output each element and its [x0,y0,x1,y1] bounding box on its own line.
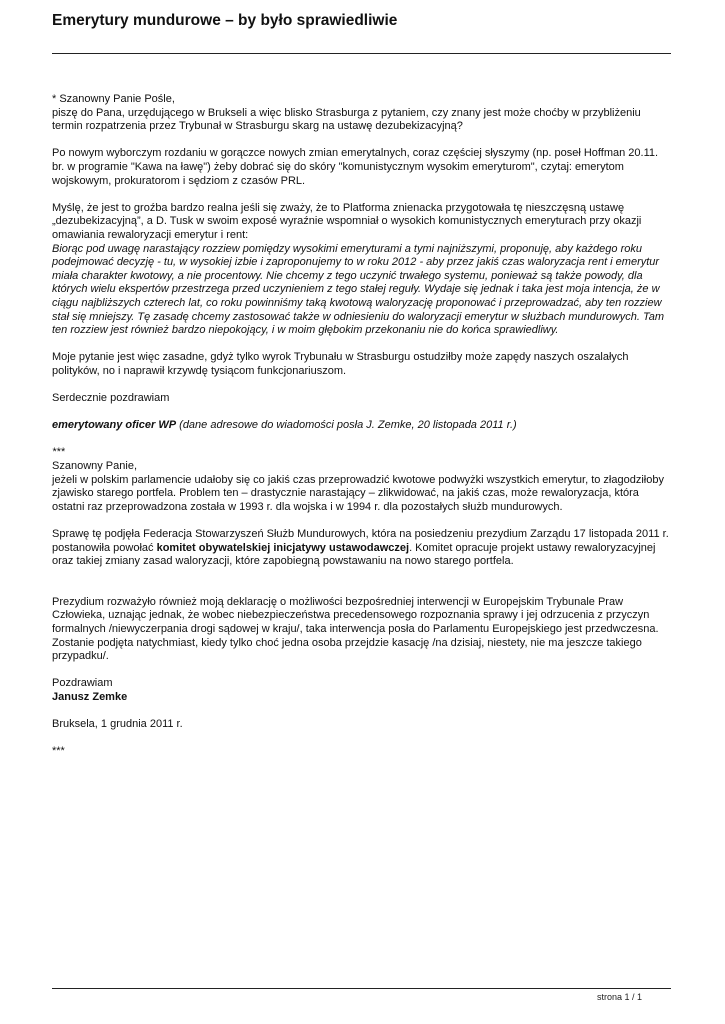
letter2-paragraph-2-text-a: Sprawę tę podjęła Federacja Stowarzyszeń Służb Mundurowych, która na posiedzeniu prezydium Zarządu 17 listopada 2011 r. postanowiła powołać [52,528,669,554]
letter1-signature-note: (dane adresowe do wiadomości posła J. Zemke, 20 listopada 2011 r.) [176,419,517,432]
letter2-paragraph-2 [52,528,672,569]
letter1-closing: Serdecznie pozdrawiam [52,392,170,405]
section-separator: *** [52,446,65,459]
letter2-paragraph-3: Prezydium rozważyło również moją deklarację o możliwości bezpośredniej interwencji w Europejskim Trybunale Praw Człowieka, uznając jednak, że wobec niebezpieczeństwa precedensowego rozpoznania sprawy i jej odrzucenia z przyczyn formalnych /niewyczerpania drogi sądowej w kraju/, taka interwencja posła do Parlamentu Europejskiego jest przedwczesna. Zostanie podjęta natychmiast, kiedy tylko choć jedna osoba przejdzie kasację /na dzisiaj, niestety, nie ma jeszcze takiego przypadku/. [52,595,659,663]
page-title: Emerytury mundurowe – by było sprawiedliwie [52,12,398,29]
letter2-signature [52,691,672,705]
letter1-paragraph-4: Moje pytanie jest więc zasadne, gdyż tylko wyrok Trybunału w Strasburgu ostudziłby może zapędy naszych oszalałych polityków, no i naprawił krzywdę tysiącom funkcjonariuszom. [52,351,629,377]
letter1-signature-author: emerytowany oficer WP [52,419,177,432]
letter2-paragraph-2-text-b: . Komitet opracuje projekt ustawy rewaloryzacyjnej oraz takiej zmiany zasad waloryzacji, które zapobiegną powstawaniu na nowo starego portfela. [52,541,656,568]
letter1-paragraph-2: Po nowym wyborczym rozdaniu w gorączce nowych zmian emerytalnych, coraz częściej słyszymy (np. poseł Hoffman 20.11. br. w programie "Kawa na ławę") żeby dobrać się do skóry "komunistycznym wysokim emeryturom", czytaj: emerytom wojskowym, prokuratorom i sędziom z czasów PRL. [52,147,659,187]
header-divider [52,53,671,54]
letter1-paragraph-3-text: Myślę, że jest to groźba bardzo realna jeśli się zważy, że to Platforma znienacka przygotowała tę nieszczęsną ustawę „dezubekizacyjną”, a D. Tusk w swoim exposé wyraźnie wspomniał o wysokich komunistycznych emeryturach przy okazji omawiania rewaloryzacji emerytur i rent: [52,201,642,241]
letter2-closing: Pozdrawiam [52,677,113,690]
letter2-paragraph-1: jeżeli w polskim parlamencie udałoby się co jakiś czas przeprowadzić kwotowe podwyżki wszystkich emerytur, to złagodziłoby zjawisko starego portfela. Problem ten – drastycznie narastający – zlikwidować, na jakiś czas, może rewaloryzacja, która ostatni raz przeprowadzona została w 1993 r. dla wojska i w 1994 r. dla pozostałych służb mundurowych. [52,473,664,513]
letter2-salutation: Szanowny Panie, [52,460,137,473]
footer-divider [52,988,671,989]
letter1-paragraph-1: piszę do Pana, urzędującego w Brukseli a więc blisko Strasburga z pytaniem, czy znany jest może choćby w przybliżeniu termin rozpatrzenia przez Trybunał w Strasburgu skarg na ustawę dezubekizacyjną? [52,106,641,133]
letter2-signature-name: Janusz Zemke [52,690,128,703]
letter1-salutation: * Szanowny Panie Pośle, [52,93,175,105]
exposé-quote: Biorąc pod uwagę narastający rozziew pomiędzy wysokimi emeryturami a tymi najniższymi, proponuję, aby każdego roku podejmować decyzję - tu, w wysokiej izbie i zaproponujemy to w roku 2012 - aby przez jakiś czas waloryzacja rent i emerytur miała charakter kwotowy, a nie procentowy. Nie chcemy z tego uczynić trwałego systemu, ponieważ są także powody, dla których wielu ekspertów przestrzega przed uczynieniem z tego stałej reguły. Wydaje się jednak i taka jest moja intencja, że w ciągu najbliższych czterech lat, co roku powinniśmy taką kwotową waloryzację proponować i przeprowadzać, aby ten rozziew stał się mniejszy. Tę zasadę chcemy zastosować także w odniesieniu do waloryzacji emerytur w służbach mundurowych. Tam ten rozziew jest również bardzo niepokojący, i w moim głębokim przekonaniu nie do końca sprawiedliwy. [52,242,664,337]
article-body [52,93,672,773]
letter1-signature [52,419,672,433]
letter2-place-date: Bruksela, 1 grudnia 2011 r. [52,718,183,731]
letter2-paragraph-2-bold: komitet obywatelskiej inicjatywy ustawodawczej [156,541,410,554]
letter1-paragraph-3 [52,202,672,338]
end-marker: *** [52,745,65,758]
page-number: strona 1 / 1 [596,992,642,1002]
